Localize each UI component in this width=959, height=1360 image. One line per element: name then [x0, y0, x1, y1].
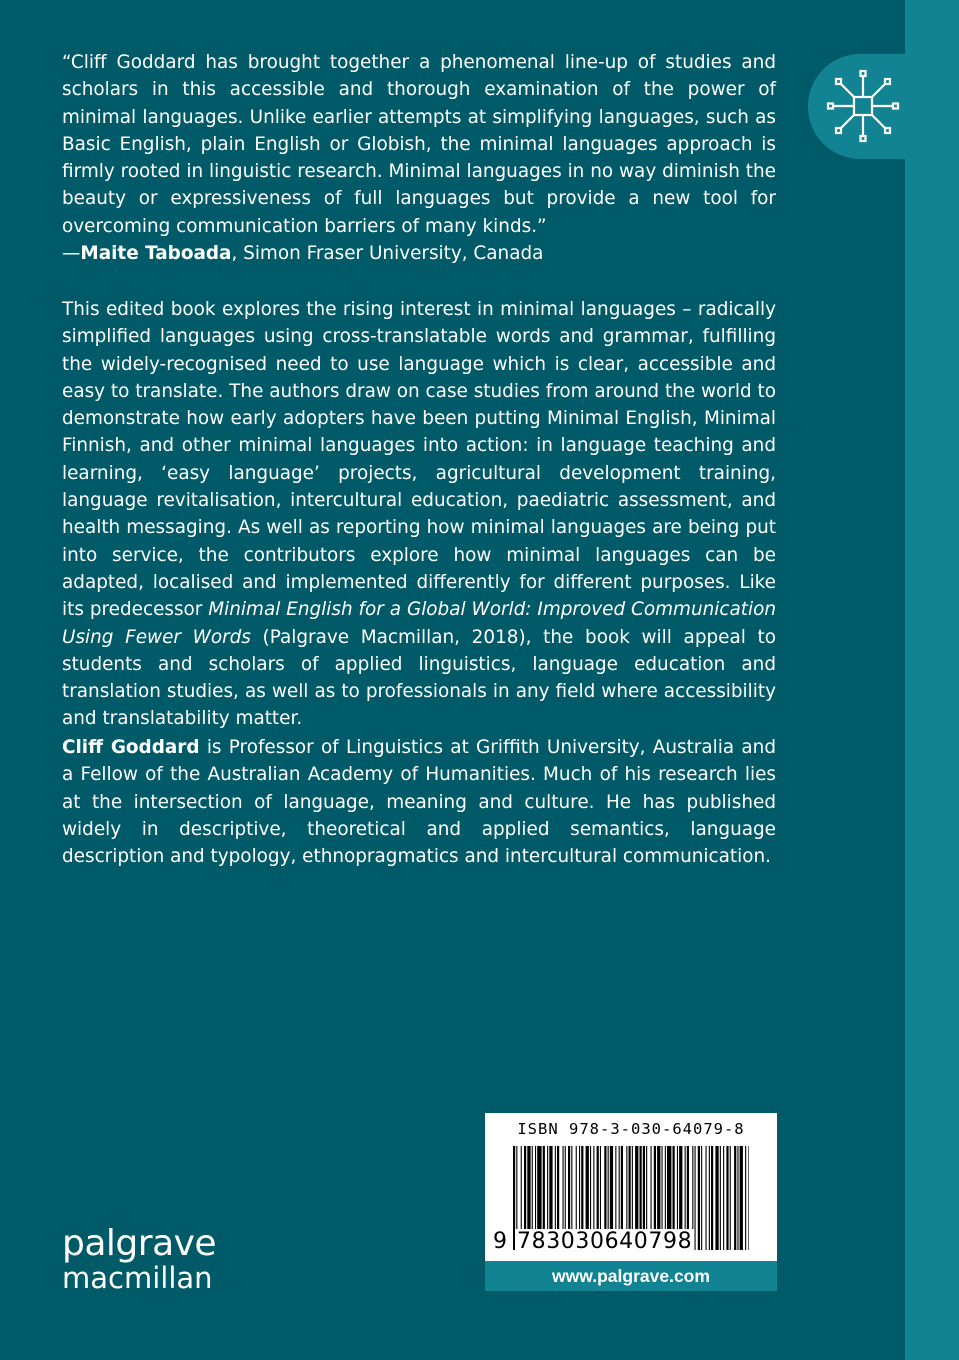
book-description [62, 296, 776, 733]
publisher-line2: macmillan [62, 1261, 213, 1295]
barcode-bar [709, 1146, 710, 1250]
quote-author: Maite Taboada [80, 243, 232, 265]
barcode-bar [726, 1146, 728, 1250]
barcode-bar [748, 1146, 749, 1250]
spine-strip [905, 0, 959, 1360]
barcode-bar [737, 1146, 738, 1250]
logo-tab [808, 54, 959, 159]
isbn-number: ISBN 978-3-030-64079-8 [517, 1120, 745, 1138]
palgrave-network-logo-icon [824, 68, 904, 146]
description-part2: (Palgrave Macmillan, 2018), the book will appeal to students and scholars of applied linguistics, language education and translation studies, as well as to professionals in any field where accessibility and translatability matter. [62, 626, 777, 730]
barcode-bar [730, 1146, 731, 1250]
quote-text: “Cliff Goddard has brought together a phenomenal line-up of studies and scholars in this accessible and thorough examination of the power of minimal languages. Unlike earlier attempts at simplifying languages, such as Basic English, plain English or Globish, the minimal languages approach is firmly rooted in linguistic research. Minimal languages in no way diminish the beauty or expressiveness of full languages but provide a new tool for overcoming communication barriers of many kinds.” [62, 52, 776, 237]
barcode-bar [720, 1146, 721, 1250]
bio-author-name: Cliff Goddard [62, 737, 200, 758]
isbn-barcode [485, 1113, 777, 1261]
barcode-bar [695, 1146, 696, 1250]
endorsement-quote [62, 49, 776, 267]
publisher-logo [62, 1223, 217, 1295]
quote-attribution [62, 240, 776, 267]
description-part1: This edited book explores the rising interest in minimal languages – radically simplified languages using cross-translatable words and grammar, fulfilling the widely-recognised need to use language which is clear, accessible and easy to translate. The authors draw on case studies from around the world to demonstrate how early adopters have been putting Minimal English, Minimal Finnish, and other minimal languages into action: in language teaching and learning, ‘easy language’ projects, agricultural development training, language revitalisation, intercultural education, paediatric assessment, and health messaging. As well as reporting how minimal languages are being put into service, the contributors explore how minimal languages can be adapted, localised and implemented differently for different purposes. Like its predecessor [62, 299, 776, 621]
barcode-bar [723, 1146, 724, 1250]
predecessor-title: Minimal English for a Global World: Improved Communication Using Fewer Words [62, 599, 776, 648]
bio-text: is Professor of Linguistics at Griffith University, Australia and a Fellow of the Australian Academy of Humanities. Much of his research lies at the intersection of language, meaning and culture. He has published widely in descriptive, theoretical and applied semantics, language description and typology, ethnopragmatics and intercultural communication. [62, 737, 776, 868]
barcode-bar [740, 1146, 743, 1250]
ean-first-digit: 9 [493, 1229, 508, 1254]
author-bio [62, 734, 776, 870]
quote-affiliation: , Simon Fraser University, Canada [231, 243, 544, 265]
barcode-bar [715, 1146, 718, 1250]
barcode-bar [698, 1146, 700, 1250]
quote-dash: — [62, 243, 81, 265]
barcode-bar [734, 1146, 736, 1250]
publisher-line1: palgrave [62, 1223, 217, 1264]
ean-remaining-digits: 783030640798 [517, 1229, 693, 1254]
barcode-bar [701, 1146, 702, 1250]
barcode-bar [706, 1146, 707, 1250]
publisher-url: www.palgrave.com [485, 1261, 777, 1291]
bio-paragraph [62, 734, 776, 870]
description-paragraph [62, 296, 776, 733]
barcode-bar [711, 1146, 713, 1250]
barcode-bar [745, 1146, 746, 1250]
